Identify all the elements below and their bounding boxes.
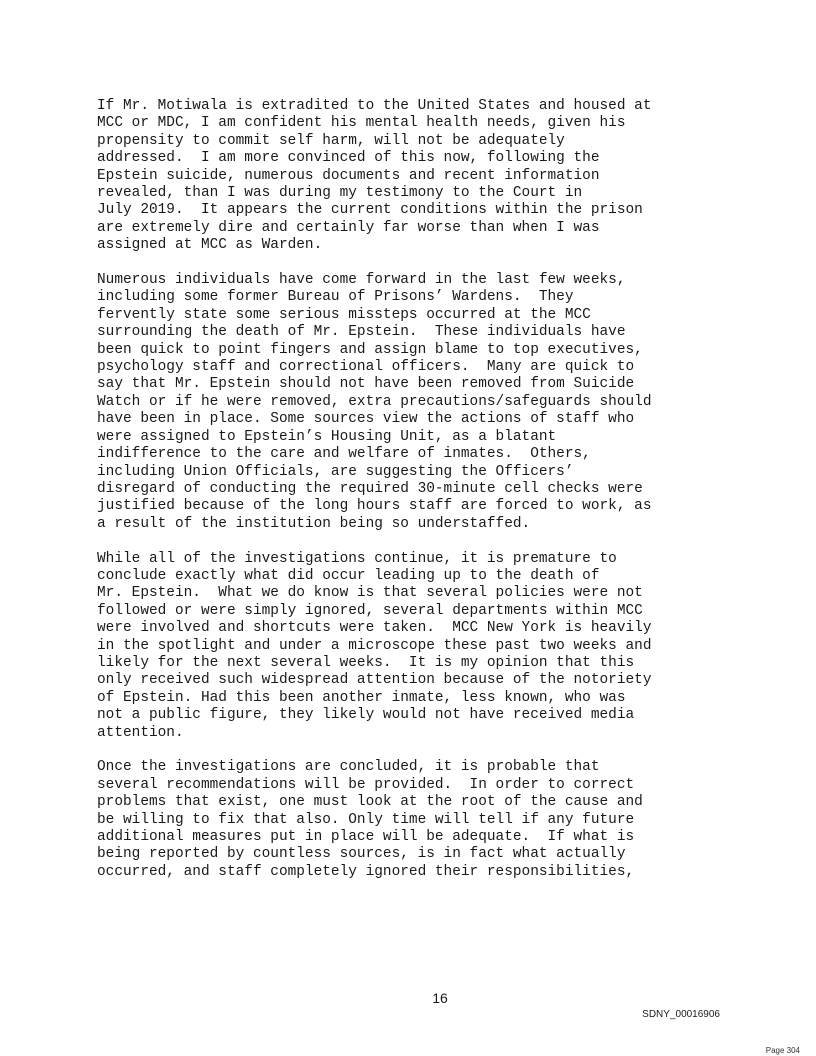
text-line: July 2019. It appears the current conditions within the prison	[97, 202, 643, 219]
text-line: are extremely dire and certainly far worse than when I was	[97, 219, 600, 236]
text-line: be willing to fix that also. Only time will tell if any future	[97, 811, 635, 828]
text-line: been quick to point fingers and assign blame to top executives,	[97, 341, 643, 358]
text-line: revealed, than I was during my testimony to the Court in	[97, 185, 583, 202]
text-line: additional measures put in place will be adequate. If what is	[97, 829, 635, 846]
text-line: While all of the investigations continue, it is premature to	[97, 550, 617, 567]
text-line: If Mr. Motiwala is extradited to the United States and housed at	[97, 98, 652, 114]
text-line: a result of the institution being so understaffed.	[97, 515, 531, 532]
text-line: not a public figure, they likely would not have received media	[97, 707, 635, 724]
text-line: several recommendations will be provided. In order to correct	[97, 776, 635, 793]
text-line: have been in place. Some sources view the actions of staff who	[97, 411, 635, 428]
text-line: attention.	[97, 724, 184, 741]
text-line: likely for the next several weeks. It is my opinion that this	[97, 654, 635, 671]
text-line: only received such widespread attention because of the notoriety	[97, 672, 652, 689]
text-line: were involved and shortcuts were taken. MCC New York is heavily	[97, 620, 652, 637]
text-line: MCC or MDC, I am confident his mental health needs, given his	[97, 115, 626, 132]
paragraph-2	[97, 272, 737, 533]
bates-number: SDNY_00016906	[642, 1009, 720, 1020]
text-line: say that Mr. Epstein should not have been removed from Suicide	[97, 376, 635, 393]
text-line: disregard of conducting the required 30-minute cell checks were	[97, 480, 643, 497]
text-line: problems that exist, one must look at the root of the cause and	[97, 794, 643, 811]
text-line: Epstein suicide, numerous documents and recent information	[97, 167, 600, 184]
text-line: being reported by countless sources, is in fact what actually	[97, 846, 626, 863]
text-line: Numerous individuals have come forward in the last few weeks,	[97, 272, 626, 289]
text-line: indifference to the care and welfare of inmates. Others,	[97, 446, 591, 463]
text-line: fervently state some serious missteps occurred at the MCC	[97, 306, 591, 323]
text-line: in the spotlight and under a microscope these past two weeks and	[97, 637, 652, 654]
text-line: of Epstein. Had this been another inmate, less known, who was	[97, 689, 626, 706]
text-line: assigned at MCC as Warden.	[97, 237, 323, 254]
text-line: followed or were simply ignored, several departments within MCC	[97, 602, 643, 619]
text-line: Once the investigations are concluded, it is probable that	[97, 759, 600, 776]
text-line: justified because of the long hours staff are forced to work, as	[97, 498, 652, 515]
text-line: Watch or if he were removed, extra precautions/safeguards should	[97, 393, 652, 410]
text-line: including Union Officials, are suggesting the Officers’	[97, 463, 574, 480]
paragraph-3	[97, 551, 737, 742]
text-line: surrounding the death of Mr. Epstein. These individuals have	[97, 324, 626, 341]
text-line: including some former Bureau of Prisons’ Wardens. They	[97, 289, 574, 306]
paragraph-1	[97, 98, 737, 255]
text-line: conclude exactly what did occur leading up to the death of	[97, 567, 600, 584]
text-line: psychology staff and correctional officers. Many are quick to	[97, 359, 635, 376]
text-line: propensity to commit self harm, will not be adequately	[97, 132, 565, 149]
paragraph-4	[97, 759, 737, 881]
text-line: were assigned to Epstein’s Housing Unit, as a blatant	[97, 428, 557, 445]
footer-page-label: Page 304	[765, 1046, 800, 1055]
document-body	[97, 98, 737, 899]
text-line: addressed. I am more convinced of this now, following the	[97, 150, 600, 167]
page-number: 16	[432, 990, 448, 1006]
text-line: Mr. Epstein. What we do know is that several policies were not	[97, 585, 643, 602]
text-line: occurred, and staff completely ignored their responsibilities,	[97, 863, 635, 880]
